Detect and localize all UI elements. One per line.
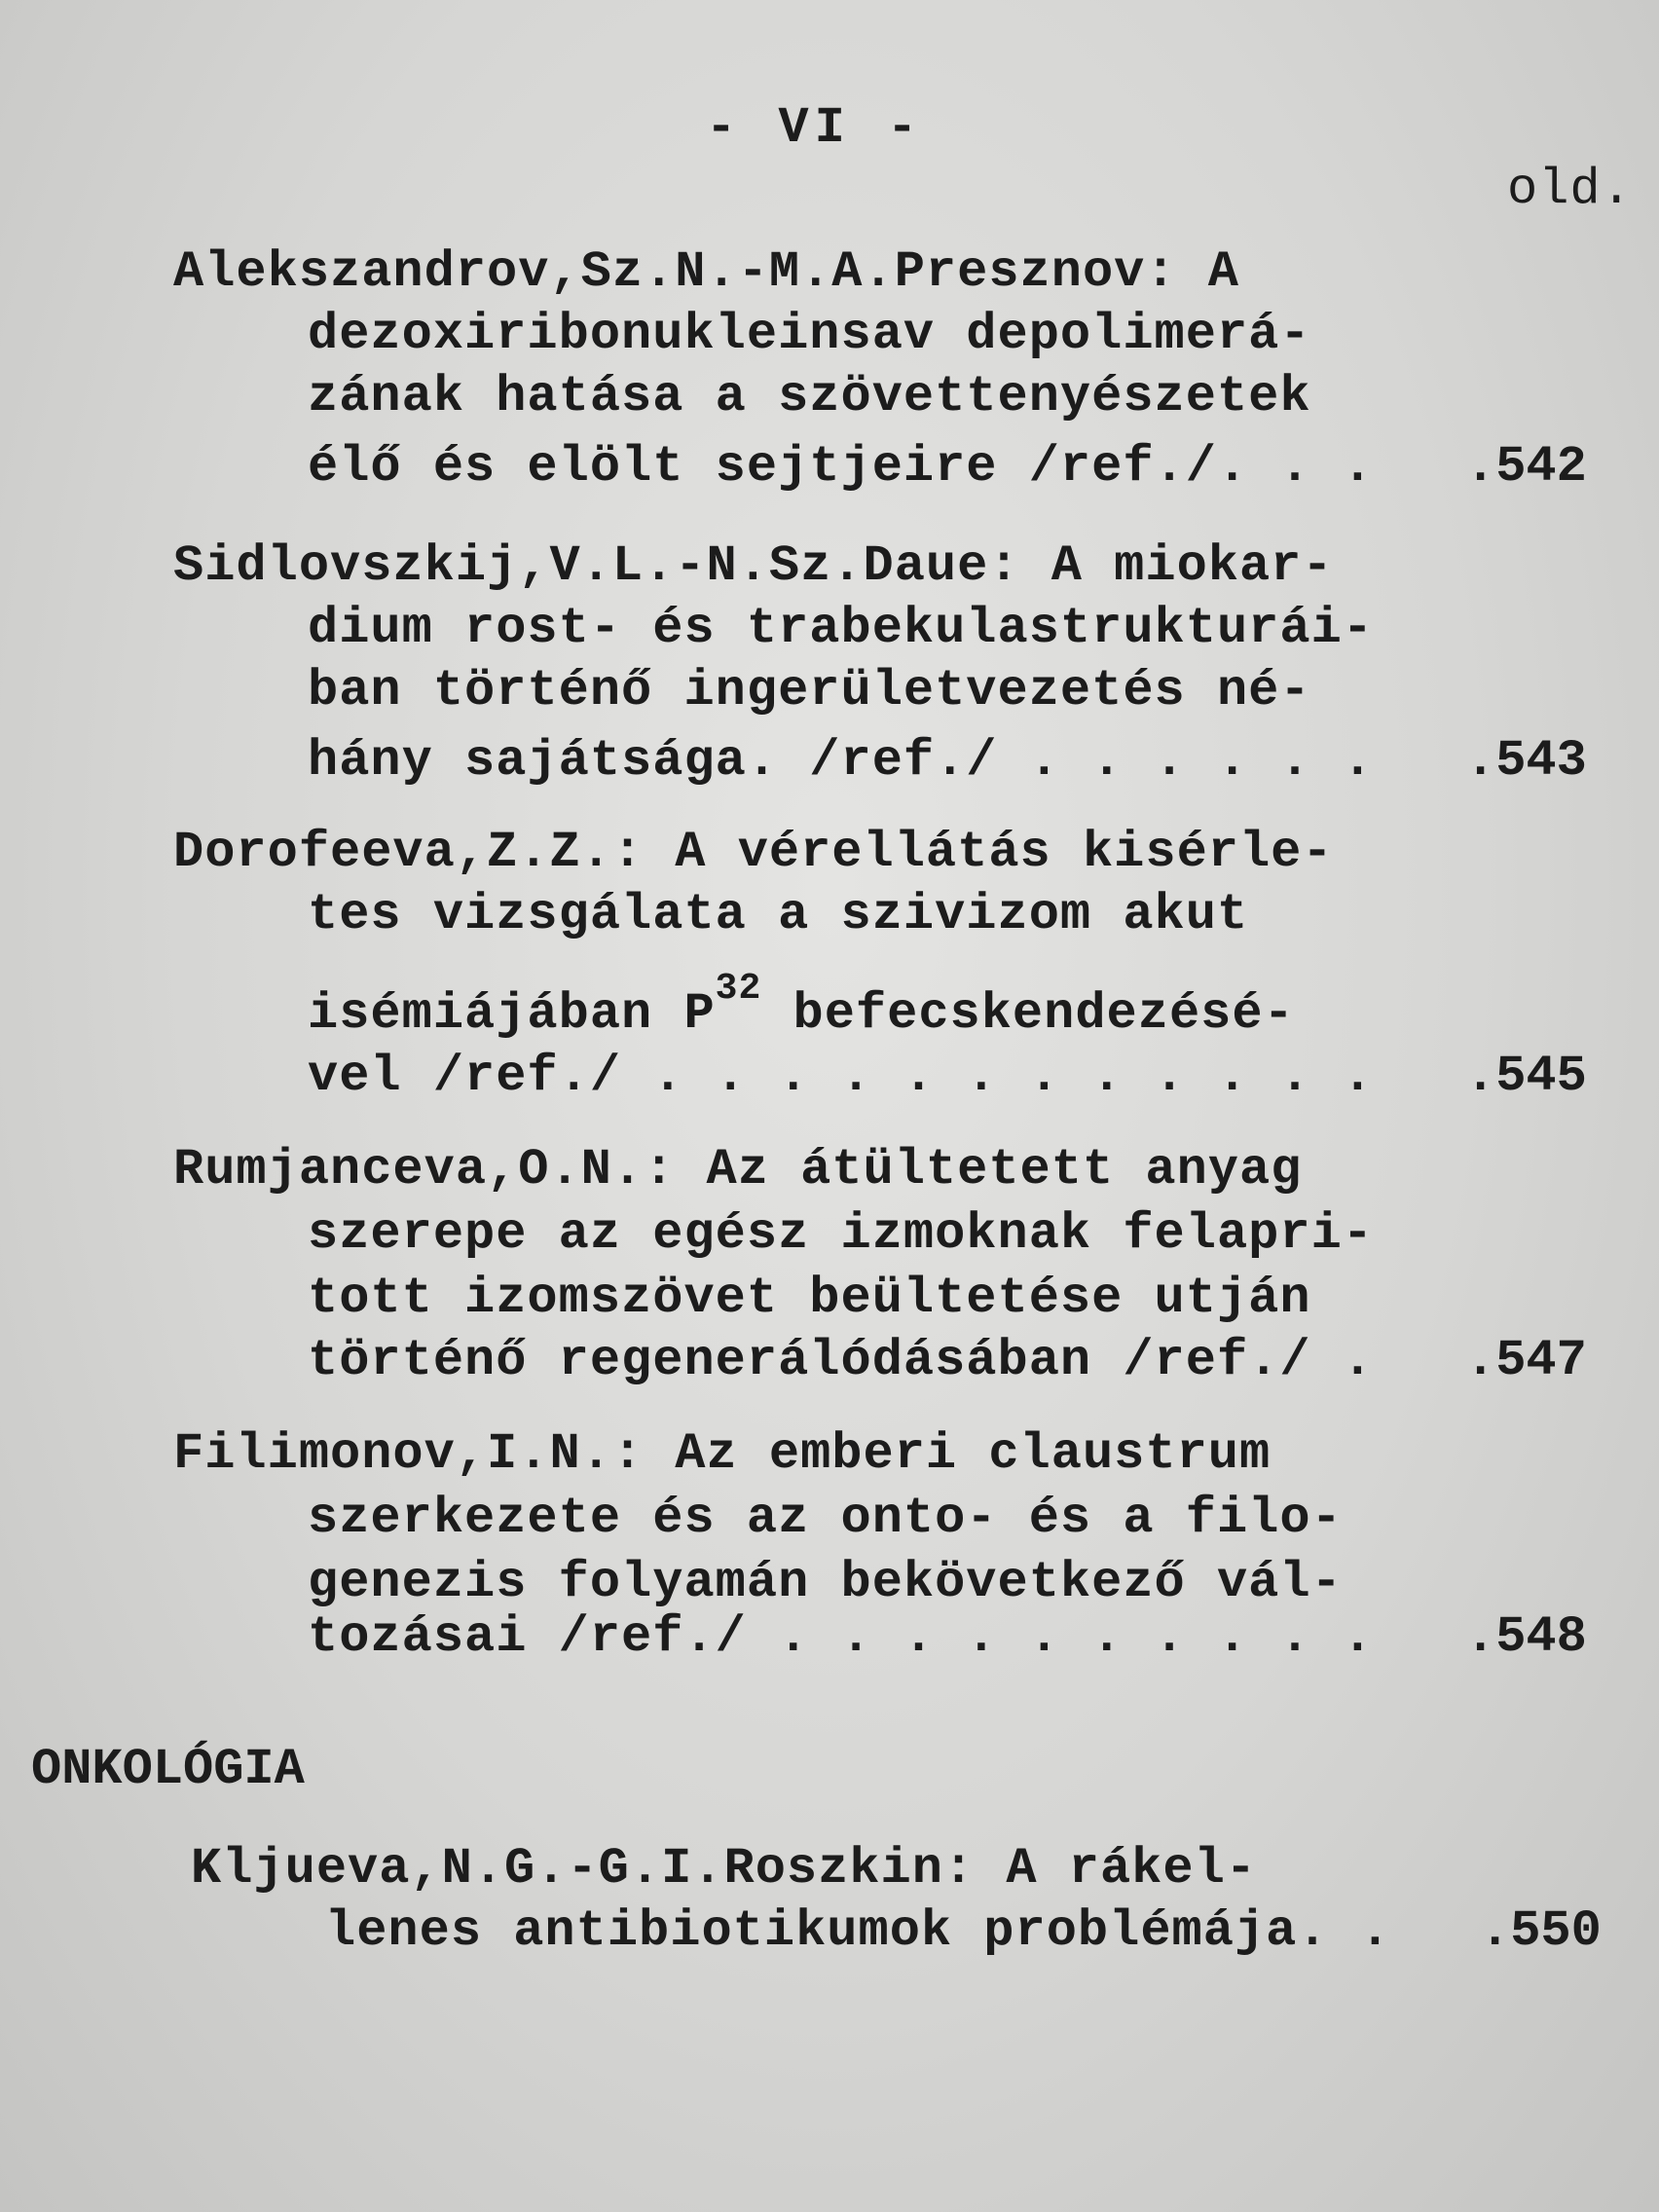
entry-line: vel /ref./ . . . . . . . . . . . . <box>308 1048 1374 1105</box>
entry-line: dezoxiribonukleinsav depolimerá- <box>308 306 1311 363</box>
page-number: .543 <box>1465 732 1587 790</box>
page-marker: - VI - <box>706 99 924 157</box>
entry-line: dium rost- és trabekulastrukturái- <box>308 600 1374 657</box>
entry-line: genezis folyamán bekövetkező vál- <box>308 1554 1343 1611</box>
entry-line: hány sajátsága. /ref./ . . . . . . <box>308 732 1374 790</box>
entry-line: lenes antibiotikumok problémája. . <box>325 1902 1391 1960</box>
entry-line: történő regenerálódásában /ref./ . <box>308 1332 1374 1389</box>
page-number: .545 <box>1465 1048 1587 1105</box>
entry-line: tott izomszövet beültetése utján <box>308 1270 1311 1327</box>
page-number: .550 <box>1480 1902 1602 1960</box>
entry-line-end: befecskendezésé- <box>793 985 1295 1043</box>
entry-line-start: isémiájában P <box>308 985 716 1043</box>
entry-line: Kljueva,N.G.-G.I.Roszkin: A rákel- <box>191 1840 1257 1898</box>
entry-line: Dorofeeva,Z.Z.: A vérellátás kisérle- <box>173 824 1334 881</box>
section-heading: ONKOLÓGIA <box>31 1741 305 1798</box>
entry-line: zának hatása a szövettenyészetek <box>308 368 1311 425</box>
entry-line: Sidlovszkij,V.L.-N.Sz.Daue: A miokar- <box>173 537 1334 595</box>
page-number: .542 <box>1465 438 1587 496</box>
entry-line-with-isotope <box>308 968 1295 1050</box>
page-number: .547 <box>1465 1332 1587 1389</box>
entry-line: Filimonov,I.N.: Az emberi claustrum <box>173 1425 1272 1483</box>
entry-line: Rumjanceva,O.N.: Az átültetett anyag <box>173 1141 1303 1198</box>
entry-line: szerkezete és az onto- és a filo- <box>308 1490 1343 1547</box>
column-label-pages: old. <box>1507 161 1633 218</box>
entry-line: ban történő ingerületvezetés né- <box>308 662 1311 719</box>
isotope-superscript: 32 <box>715 968 762 1010</box>
entry-line: élő és elölt sejtjeire /ref./. . . <box>308 438 1374 496</box>
entry-line: szerepe az egész izmoknak felapri- <box>308 1205 1374 1263</box>
entry-line: tes vizsgálata a szivizom akut <box>308 886 1249 943</box>
entry-line: Alekszandrov,Sz.N.-M.A.Presznov: A <box>173 243 1239 301</box>
page-number: .548 <box>1465 1608 1587 1666</box>
entry-line: tozásai /ref./ . . . . . . . . . . <box>308 1608 1374 1666</box>
